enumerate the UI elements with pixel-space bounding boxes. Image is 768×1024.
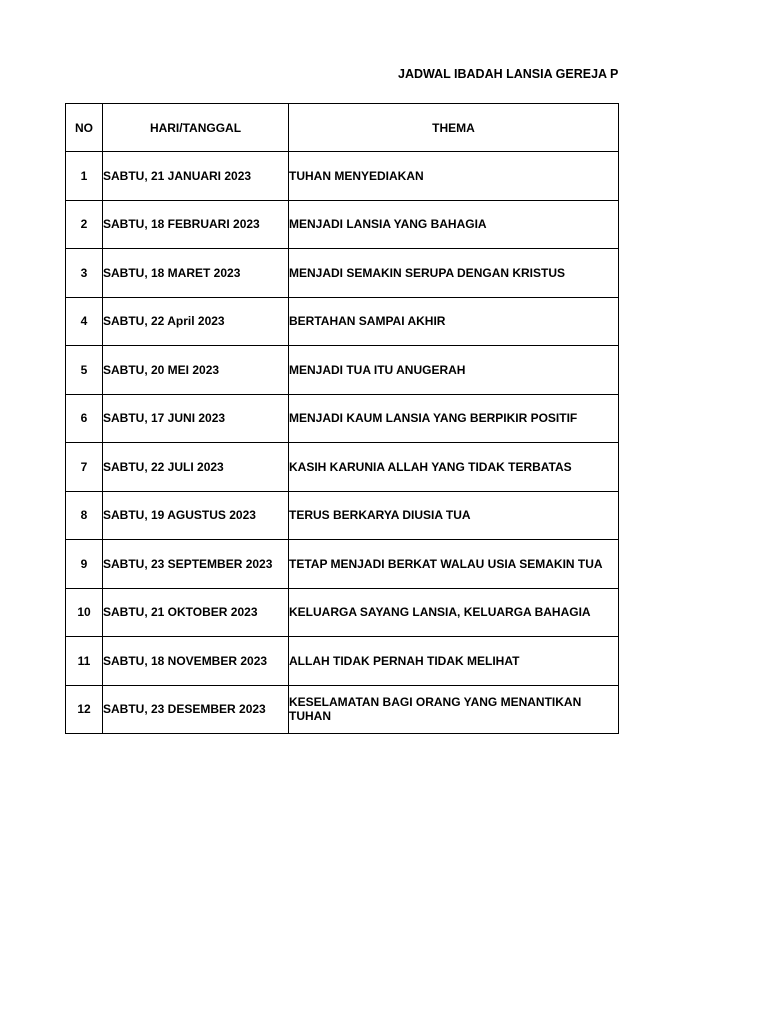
row-date: SABTU, 23 DESEMBER 2023 bbox=[103, 685, 289, 734]
table-row bbox=[66, 249, 619, 298]
row-date: SABTU, 23 SEPTEMBER 2023 bbox=[103, 540, 289, 589]
header-no: NO bbox=[66, 104, 103, 152]
table-row bbox=[66, 152, 619, 201]
row-date: SABTU, 18 FEBRUARI 2023 bbox=[103, 200, 289, 249]
row-number: 9 bbox=[66, 540, 103, 589]
table-row bbox=[66, 443, 619, 492]
row-theme: TUHAN MENYEDIAKAN bbox=[289, 152, 619, 201]
row-theme: MENJADI LANSIA YANG BAHAGIA bbox=[289, 200, 619, 249]
row-number: 11 bbox=[66, 637, 103, 686]
page-title: JADWAL IBADAH LANSIA GEREJA P bbox=[398, 67, 618, 81]
table-row bbox=[66, 394, 619, 443]
row-number: 7 bbox=[66, 443, 103, 492]
row-theme: KESELAMATAN BAGI ORANG YANG MENANTIKAN TUHAN bbox=[289, 685, 619, 734]
row-theme: MENJADI KAUM LANSIA YANG BERPIKIR POSITIF bbox=[289, 394, 619, 443]
row-date: SABTU, 21 OKTOBER 2023 bbox=[103, 588, 289, 637]
table-row bbox=[66, 588, 619, 637]
row-theme: KELUARGA SAYANG LANSIA, KELUARGA BAHAGIA bbox=[289, 588, 619, 637]
row-number: 4 bbox=[66, 297, 103, 346]
row-theme: TERUS BERKARYA DIUSIA TUA bbox=[289, 491, 619, 540]
row-theme: ALLAH TIDAK PERNAH TIDAK MELIHAT bbox=[289, 637, 619, 686]
row-number: 5 bbox=[66, 346, 103, 395]
table-header-row bbox=[66, 104, 619, 152]
row-date: SABTU, 18 MARET 2023 bbox=[103, 249, 289, 298]
row-date: SABTU, 22 JULI 2023 bbox=[103, 443, 289, 492]
row-theme: BERTAHAN SAMPAI AKHIR bbox=[289, 297, 619, 346]
header-date: HARI/TANGGAL bbox=[103, 104, 289, 152]
row-date: SABTU, 17 JUNI 2023 bbox=[103, 394, 289, 443]
row-number: 10 bbox=[66, 588, 103, 637]
schedule-table bbox=[65, 103, 619, 734]
row-date: SABTU, 22 April 2023 bbox=[103, 297, 289, 346]
row-number: 8 bbox=[66, 491, 103, 540]
table-row bbox=[66, 637, 619, 686]
header-theme: THEMA bbox=[289, 104, 619, 152]
table-row bbox=[66, 200, 619, 249]
row-number: 3 bbox=[66, 249, 103, 298]
table-row bbox=[66, 491, 619, 540]
row-date: SABTU, 20 MEI 2023 bbox=[103, 346, 289, 395]
row-theme: MENJADI SEMAKIN SERUPA DENGAN KRISTUS bbox=[289, 249, 619, 298]
row-date: SABTU, 18 NOVEMBER 2023 bbox=[103, 637, 289, 686]
table-row bbox=[66, 297, 619, 346]
row-number: 1 bbox=[66, 152, 103, 201]
row-number: 12 bbox=[66, 685, 103, 734]
table-row bbox=[66, 685, 619, 734]
row-theme: TETAP MENJADI BERKAT WALAU USIA SEMAKIN TUA bbox=[289, 540, 619, 589]
row-theme: KASIH KARUNIA ALLAH YANG TIDAK TERBATAS bbox=[289, 443, 619, 492]
row-date: SABTU, 19 AGUSTUS 2023 bbox=[103, 491, 289, 540]
row-number: 6 bbox=[66, 394, 103, 443]
row-number: 2 bbox=[66, 200, 103, 249]
table-row bbox=[66, 540, 619, 589]
row-date: SABTU, 21 JANUARI 2023 bbox=[103, 152, 289, 201]
row-theme: MENJADI TUA ITU ANUGERAH bbox=[289, 346, 619, 395]
table-row bbox=[66, 346, 619, 395]
